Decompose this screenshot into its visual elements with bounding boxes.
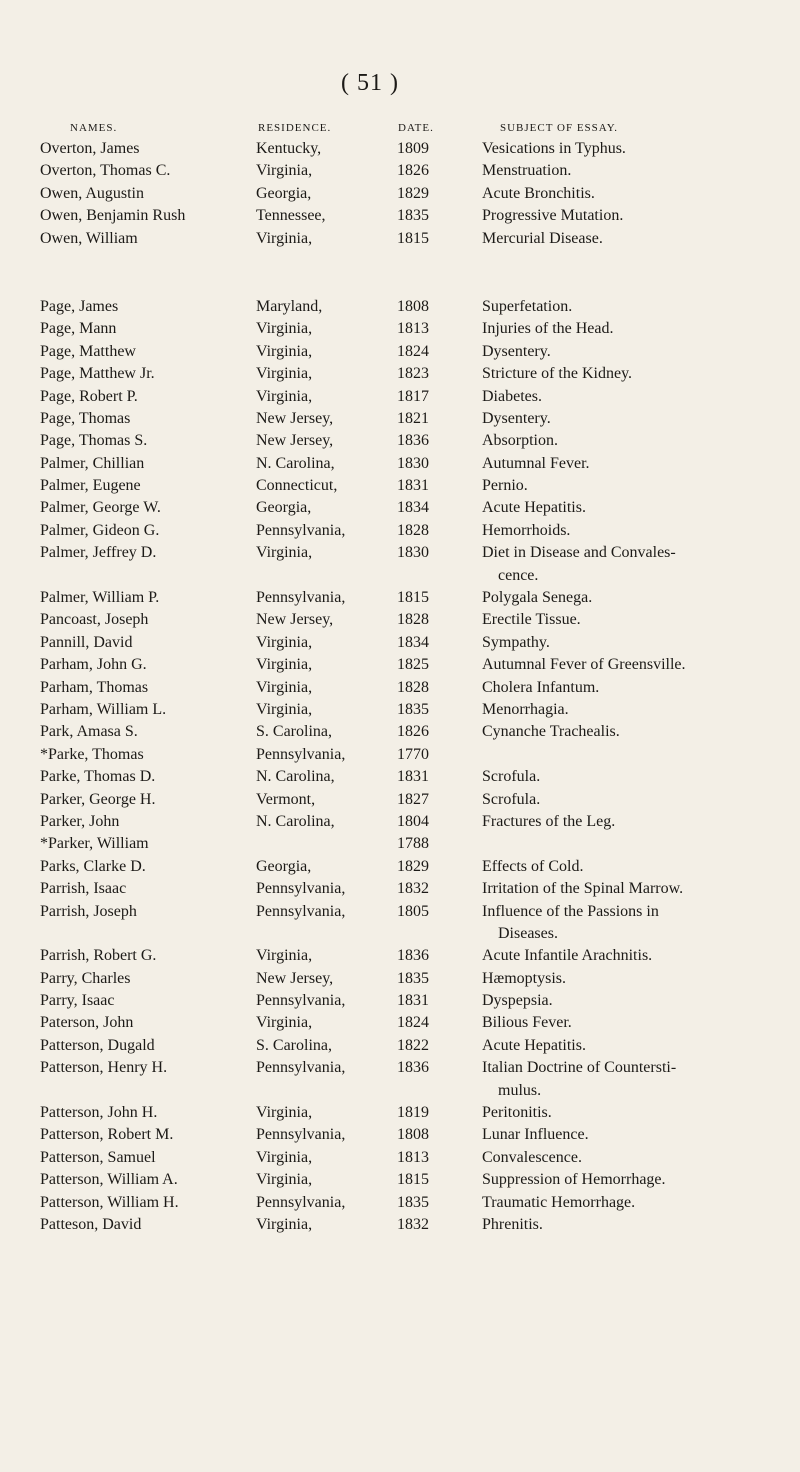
table-row: [0, 766, 800, 788]
entry-name: Parry, Isaac: [40, 992, 115, 1010]
table-row: [0, 205, 800, 227]
entry-residence: N. Carolina,: [256, 812, 335, 830]
entry-date: 1824: [397, 1014, 429, 1032]
entry-subject: Progressive Mutation.: [482, 207, 624, 225]
table-row: [0, 520, 800, 542]
entry-name: Palmer, Jeffrey D.: [40, 544, 157, 562]
table-row: [0, 1124, 800, 1146]
entry-residence: N. Carolina,: [256, 768, 335, 786]
entry-residence: Virginia,: [256, 387, 313, 405]
entry-residence: Pennsylvania,: [256, 1126, 346, 1144]
group-spacer: [0, 250, 800, 296]
entry-residence: Georgia,: [256, 184, 312, 202]
entry-subject: Vesications in Typhus.: [482, 140, 626, 157]
entry-subject: Scrofula.: [482, 768, 541, 786]
entry-subject: Autumnal Fever.: [482, 454, 590, 472]
entry-name: Parrish, Isaac: [40, 880, 127, 898]
entry-name: Page, Matthew Jr.: [40, 365, 155, 383]
entry-date: 1823: [397, 365, 429, 383]
entry-name: Overton, Thomas C.: [40, 162, 171, 180]
entry-residence: New Jersey,: [256, 409, 334, 427]
entry-name: Pancoast, Joseph: [40, 611, 149, 629]
entry-name: Patterson, William A.: [40, 1171, 178, 1189]
entry-name: Patterson, William H.: [40, 1193, 179, 1211]
entry-date: 1826: [397, 162, 429, 180]
table-row: [0, 833, 800, 855]
entry-name: Parham, William L.: [40, 700, 167, 718]
header-residence: RESIDENCE.: [258, 122, 332, 134]
entry-name: Patterson, Robert M.: [40, 1126, 174, 1144]
table-row: [0, 1035, 800, 1057]
table-row: [0, 856, 800, 878]
table-row: [0, 296, 800, 318]
entry-subject: Pernio.: [482, 477, 528, 495]
entry-residence: Virginia,: [256, 320, 313, 338]
entry-residence: Pennsylvania,: [256, 521, 346, 539]
entry-residence: Virginia,: [256, 365, 313, 383]
entry-date: 1831: [397, 768, 429, 786]
entry-subject: Bilious Fever.: [482, 1014, 572, 1032]
entry-name: Parke, Thomas D.: [40, 768, 156, 786]
entry-subject: Erectile Tissue.: [482, 611, 581, 629]
entry-date: 1835: [397, 700, 429, 718]
table-row-continuation: [0, 565, 800, 587]
entry-subject: Peritonitis.: [482, 1104, 552, 1122]
table-row: [0, 699, 800, 721]
entry-date: 1829: [397, 184, 429, 202]
entry-date: 1770: [397, 745, 429, 763]
table-row: [0, 1192, 800, 1214]
table-row: [0, 990, 800, 1012]
entry-name: Page, James: [40, 297, 119, 315]
table-row-continuation: [0, 923, 800, 945]
entry-date: 1824: [397, 342, 429, 360]
entry-residence: Tennessee,: [256, 207, 326, 225]
entry-residence: S. Carolina,: [256, 1036, 332, 1054]
entry-date: 1829: [397, 857, 429, 875]
entry-date: 1826: [397, 723, 429, 741]
entry-name: Parks, Clarke D.: [40, 857, 146, 875]
entry-subject: Hæmoptysis.: [482, 969, 567, 987]
table-row: [0, 1057, 800, 1079]
entry-date: 1808: [397, 297, 429, 315]
entry-subject: Polygala Senega.: [482, 589, 593, 607]
entry-name: Palmer, Chillian: [40, 454, 145, 472]
entry-subject: Autumnal Fever of Greensville.: [482, 656, 686, 674]
entry-residence: Virginia,: [256, 1148, 313, 1166]
entry-name: Patterson, John H.: [40, 1104, 158, 1122]
entry-residence: New Jersey,: [256, 432, 334, 450]
table-row: [0, 968, 800, 990]
entry-name: Page, Robert P.: [40, 387, 138, 405]
entry-residence: Georgia,: [256, 499, 312, 517]
entry-residence: Pennsylvania,: [256, 1193, 346, 1211]
entry-residence: Virginia,: [256, 342, 313, 360]
entry-residence: Connecticut,: [256, 477, 338, 495]
entry-residence: Virginia,: [256, 544, 313, 562]
entry-name: Owen, Benjamin Rush: [40, 207, 186, 225]
entry-name: Parham, John G.: [40, 656, 147, 674]
entry-subject: Influence of the Passions in: [482, 902, 659, 920]
entry-name: Owen, Augustin: [40, 184, 144, 202]
entry-date: 1836: [397, 947, 429, 965]
table-row: [0, 878, 800, 900]
entry-date: 1827: [397, 790, 429, 808]
entry-residence: Virginia,: [256, 947, 313, 965]
entry-residence: Pennsylvania,: [256, 745, 346, 763]
entry-subject-continuation: mulus.: [498, 1081, 542, 1099]
entry-date: 1805: [397, 902, 429, 920]
entry-residence: Pennsylvania,: [256, 880, 346, 898]
entry-date: 1835: [397, 1193, 429, 1211]
table-row: [0, 901, 800, 923]
entry-residence: Pennsylvania,: [256, 589, 346, 607]
entry-date: 1817: [397, 387, 429, 405]
entry-subject: Hemorrhoids.: [482, 521, 571, 539]
entry-date: 1834: [397, 499, 429, 517]
entry-name: Owen, William: [40, 229, 138, 247]
entry-name: Parry, Charles: [40, 969, 131, 987]
table-row: [0, 430, 800, 452]
table-row: [0, 811, 800, 833]
table-row: [0, 654, 800, 676]
entry-subject: Acute Hepatitis.: [482, 1036, 586, 1054]
entry-name: Parker, George H.: [40, 790, 156, 808]
entry-residence: Pennsylvania,: [256, 1059, 346, 1077]
table-row: [0, 1147, 800, 1169]
entry-date: 1825: [397, 656, 429, 674]
header-date: DATE.: [398, 122, 434, 134]
entry-subject: Scrofula.: [482, 790, 541, 808]
entry-subject: Injuries of the Head.: [482, 320, 614, 338]
entry-name: *Parke, Thomas: [40, 745, 144, 763]
entry-subject: Convalescence.: [482, 1148, 582, 1166]
table-row: [0, 587, 800, 609]
table-row-continuation: [0, 1080, 800, 1102]
entry-residence: Maryland,: [256, 297, 323, 315]
table-row: [0, 228, 800, 250]
table-row: [0, 677, 800, 699]
entry-subject: Fractures of the Leg.: [482, 812, 616, 830]
entry-date: 1832: [397, 880, 429, 898]
entry-date: 1828: [397, 611, 429, 629]
table-row: [0, 744, 800, 766]
entry-subject: Suppression of Hemorrhage.: [482, 1171, 666, 1189]
entry-subject: Acute Infantile Arachnitis.: [482, 947, 653, 965]
entry-residence: Virginia,: [256, 1215, 313, 1233]
table-row: [0, 138, 800, 160]
header-subject: SUBJECT OF ESSAY.: [500, 122, 618, 134]
entry-residence: Virginia,: [256, 633, 313, 651]
table-row: [0, 609, 800, 631]
entry-subject: Acute Hepatitis.: [482, 499, 586, 517]
entry-name: Patterson, Samuel: [40, 1148, 156, 1166]
entry-date: 1815: [397, 1171, 429, 1189]
entry-subject: Italian Doctrine of Countersti-: [482, 1059, 677, 1077]
entry-date: 1836: [397, 432, 429, 450]
table-row: [0, 318, 800, 340]
entry-name: Palmer, Eugene: [40, 477, 141, 495]
entry-name: Palmer, William P.: [40, 589, 160, 607]
entry-name: Page, Mann: [40, 320, 117, 338]
entry-residence: Virginia,: [256, 229, 313, 247]
entry-name: Patterson, Henry H.: [40, 1059, 168, 1077]
entry-name: Palmer, George W.: [40, 499, 161, 517]
entry-subject: Dysentery.: [482, 342, 551, 360]
register-table: [0, 138, 800, 1236]
entry-date: 1808: [397, 1126, 429, 1144]
table-row: [0, 475, 800, 497]
entry-date: 1815: [397, 589, 429, 607]
entry-subject-continuation: cence.: [498, 566, 539, 584]
entry-residence: Virginia,: [256, 1104, 313, 1122]
table-row: [0, 497, 800, 519]
entry-residence: Pennsylvania,: [256, 902, 346, 920]
entry-name: Page, Thomas: [40, 409, 131, 427]
entry-subject: Lunar Influence.: [482, 1126, 589, 1144]
entry-date: 1828: [397, 678, 429, 696]
entry-residence: Kentucky,: [256, 140, 322, 157]
entry-subject: Diet in Disease and Convales-: [482, 544, 676, 562]
table-row: [0, 1169, 800, 1191]
table-row: [0, 945, 800, 967]
table-row: [0, 1214, 800, 1236]
entry-date: 1821: [397, 409, 429, 427]
entry-date: 1828: [397, 521, 429, 539]
entry-residence: Virginia,: [256, 700, 313, 718]
entry-date: 1804: [397, 812, 429, 830]
entry-name: Overton, James: [40, 140, 140, 157]
entry-subject: Effects of Cold.: [482, 857, 584, 875]
table-row: [0, 542, 800, 564]
table-row: [0, 160, 800, 182]
entry-date: 1835: [397, 969, 429, 987]
entry-residence: Georgia,: [256, 857, 312, 875]
entry-date: 1830: [397, 544, 429, 562]
entry-subject: Diabetes.: [482, 387, 542, 405]
entry-residence: Vermont,: [256, 790, 316, 808]
entry-subject: Cholera Infantum.: [482, 678, 600, 696]
entry-residence: Virginia,: [256, 1014, 313, 1032]
header-names: NAMES.: [70, 122, 118, 134]
entry-residence: Pennsylvania,: [256, 992, 346, 1010]
entry-subject: Cynanche Trachealis.: [482, 723, 620, 741]
table-row: [0, 183, 800, 205]
entry-name: Parker, John: [40, 812, 120, 830]
entry-name: Page, Thomas S.: [40, 432, 148, 450]
entry-date: 1813: [397, 1148, 429, 1166]
table-row: [0, 632, 800, 654]
entry-residence: S. Carolina,: [256, 723, 332, 741]
table-row: [0, 453, 800, 475]
page-number: ( 51 ): [341, 70, 399, 96]
entry-date: 1835: [397, 207, 429, 225]
entry-subject: Absorption.: [482, 432, 558, 450]
entry-date: 1832: [397, 1215, 429, 1233]
table-row: [0, 341, 800, 363]
entry-subject: Sympathy.: [482, 633, 550, 651]
entry-date: 1831: [397, 992, 429, 1010]
entry-date: 1834: [397, 633, 429, 651]
entry-subject: Stricture of the Kidney.: [482, 365, 633, 383]
entry-name: Parham, Thomas: [40, 678, 149, 696]
entry-name: Paterson, John: [40, 1014, 134, 1032]
entry-subject-continuation: Diseases.: [498, 924, 558, 942]
entry-date: 1822: [397, 1036, 429, 1054]
entry-date: 1836: [397, 1059, 429, 1077]
table-row: [0, 1012, 800, 1034]
entry-residence: Virginia,: [256, 162, 313, 180]
entry-subject: Irritation of the Spinal Marrow.: [482, 880, 684, 898]
entry-name: Patteson, David: [40, 1215, 142, 1233]
entry-name: Parrish, Joseph: [40, 902, 137, 920]
entry-date: 1813: [397, 320, 429, 338]
entry-subject: Dyspepsia.: [482, 992, 553, 1010]
entry-name: Parrish, Robert G.: [40, 947, 157, 965]
table-row: [0, 1102, 800, 1124]
entry-subject: Dysentery.: [482, 409, 551, 427]
entry-date: 1830: [397, 454, 429, 472]
entry-date: 1809: [397, 140, 429, 157]
entry-date: 1788: [397, 835, 429, 853]
entry-subject: Mercurial Disease.: [482, 229, 603, 247]
table-row: [0, 408, 800, 430]
entry-residence: Virginia,: [256, 678, 313, 696]
entry-name: Page, Matthew: [40, 342, 136, 360]
entry-residence: N. Carolina,: [256, 454, 335, 472]
table-row: [0, 363, 800, 385]
entry-name: *Parker, William: [40, 835, 149, 853]
entry-name: Park, Amasa S.: [40, 723, 138, 741]
table-row: [0, 386, 800, 408]
entry-name: Palmer, Gideon G.: [40, 521, 160, 539]
entry-name: Patterson, Dugald: [40, 1036, 155, 1054]
entry-residence: New Jersey,: [256, 969, 334, 987]
entry-name: Pannill, David: [40, 633, 133, 651]
entry-subject: Menorrhagia.: [482, 700, 569, 718]
entry-subject: Traumatic Hemorrhage.: [482, 1193, 636, 1211]
entry-subject: Superfetation.: [482, 297, 573, 315]
entry-date: 1815: [397, 229, 429, 247]
entry-residence: Virginia,: [256, 1171, 313, 1189]
entry-subject: Phrenitis.: [482, 1215, 543, 1233]
table-row: [0, 721, 800, 743]
entry-date: 1831: [397, 477, 429, 495]
table-row: [0, 789, 800, 811]
entry-residence: Virginia,: [256, 656, 313, 674]
entry-subject: Acute Bronchitis.: [482, 184, 595, 202]
entry-residence: New Jersey,: [256, 611, 334, 629]
entry-date: 1819: [397, 1104, 429, 1122]
entry-subject: Menstruation.: [482, 162, 572, 180]
